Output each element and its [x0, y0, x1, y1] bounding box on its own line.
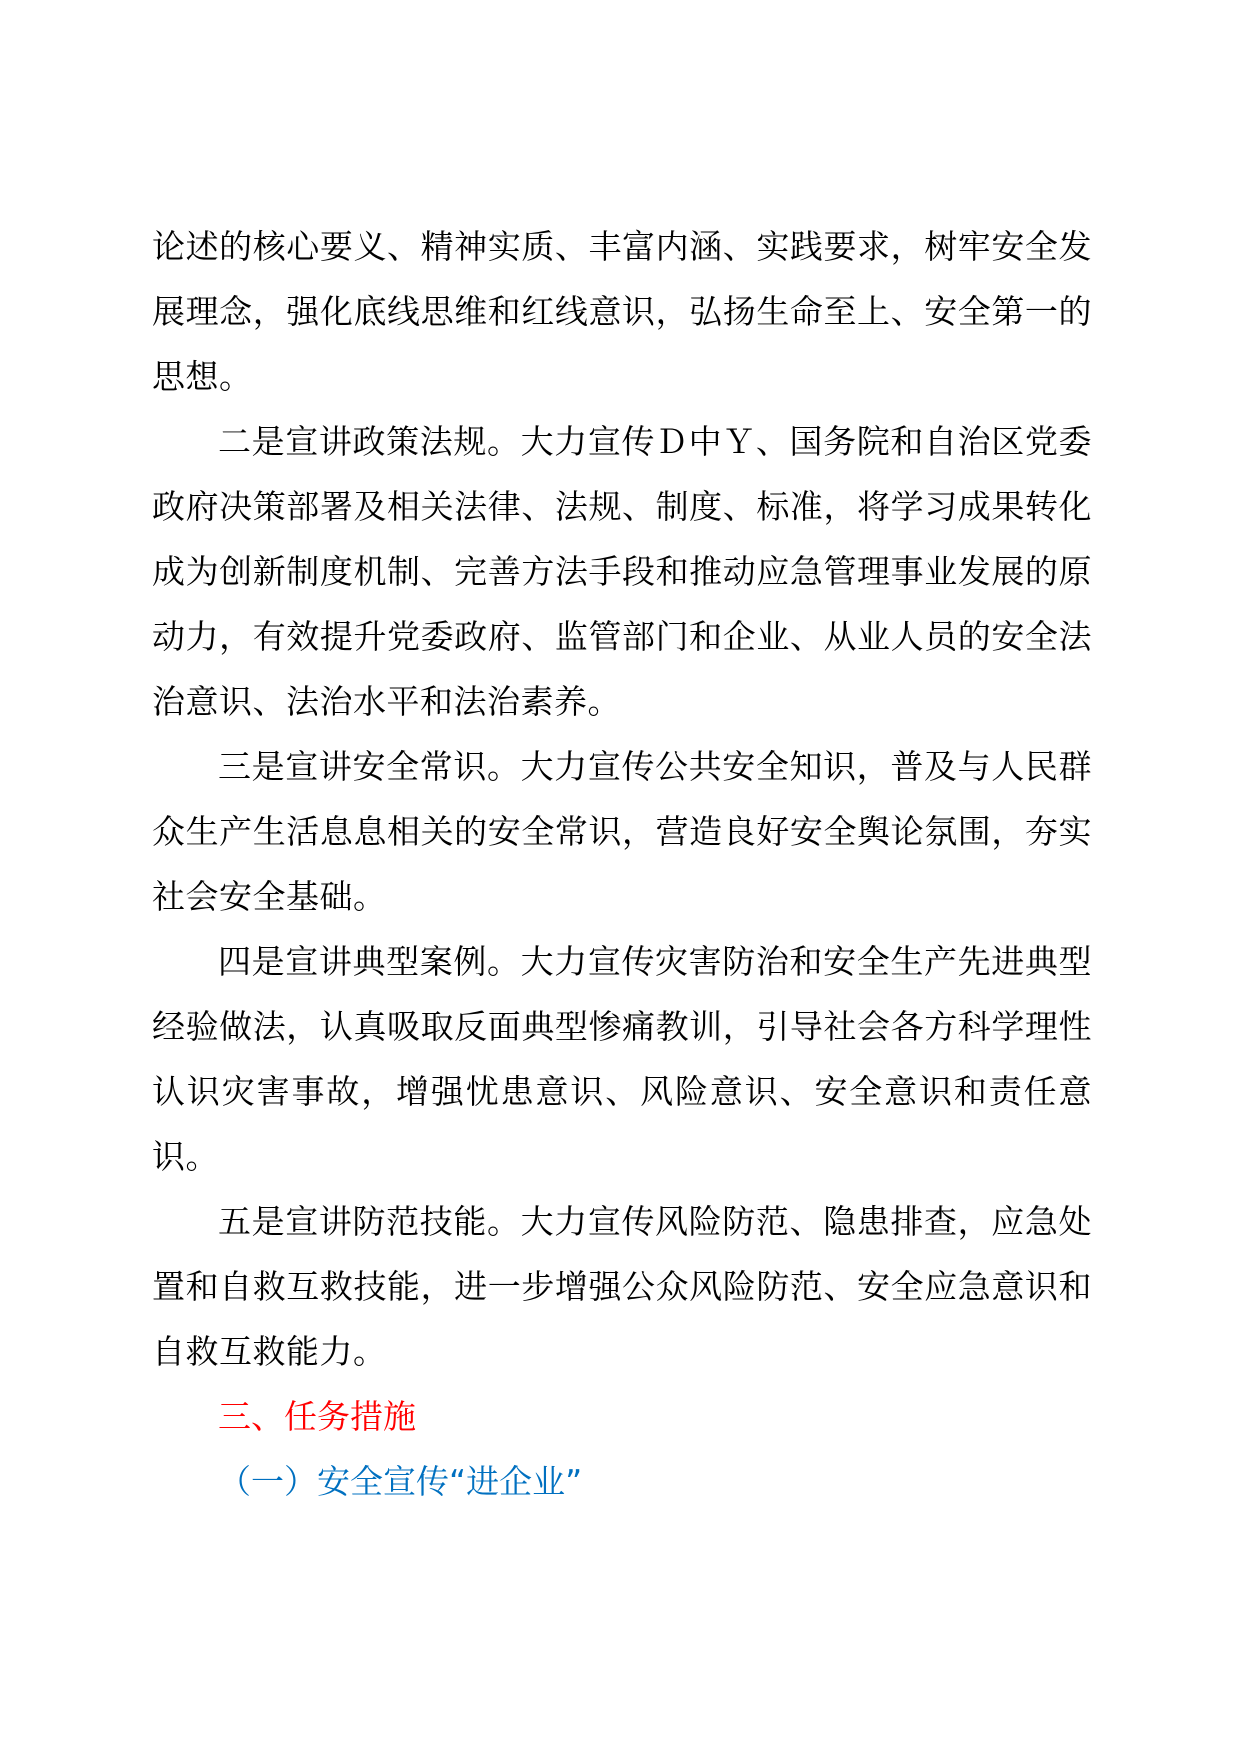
subsection-heading: （一）安全宣传“进企业”	[218, 1462, 583, 1501]
paragraph-typical-cases: 四是宣讲典型案例。大力宣传灾害防治和安全生产先进典型经验做法，认真吸取反面典型惨痛教训，引导社会各方科学理性认识灾害事故，增强忧患意识、风险意识、安全意识和责任意识。	[152, 942, 1092, 1176]
document-page	[152, 214, 1092, 1514]
paragraph-policy-regulations: 二是宣讲政策法规。大力宣传Ｄ中Ｙ、国务院和自治区党委政府决策部署及相关法律、法规、制度、标准，将学习成果转化成为创新制度机制、完善方法手段和推动应急管理事业发展的原动力，有效提升党委政府、监管部门和企业、从业人员的安全法治意识、法治水平和法治素养。	[152, 422, 1092, 721]
paragraph-prevention-skills: 五是宣讲防范技能。大力宣传风险防范、隐患排查，应急处置和自救互救技能，进一步增强公众风险防范、安全应急意识和自救互救能力。	[152, 1202, 1092, 1371]
paragraph-continuation: 论述的核心要义、精神实质、丰富内涵、实践要求，树牢安全发展理念，强化底线思维和红线意识，弘扬生命至上、安全第一的思想。	[152, 227, 1092, 396]
section-heading: 三、任务措施	[218, 1397, 416, 1436]
paragraph-safety-knowledge: 三是宣讲安全常识。大力宣传公共安全知识，普及与人民群众生产生活息息相关的安全常识，营造良好安全舆论氛围，夯实社会安全基础。	[152, 747, 1092, 916]
